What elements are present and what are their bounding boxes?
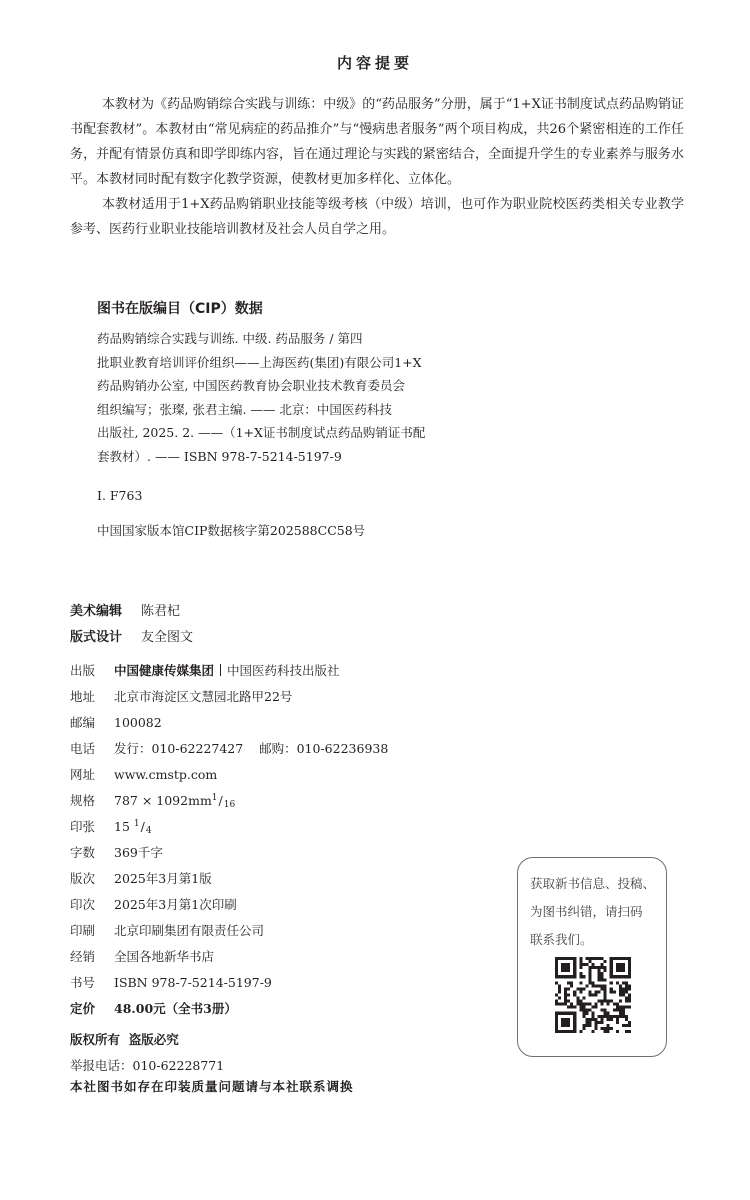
quality-notice: 本社图书如存在印装质量问题请与本社联系调换 <box>70 1079 354 1094</box>
qr-caption-line: 获取新书信息、投稿、 <box>530 876 656 891</box>
info-label: 书号 <box>70 975 96 990</box>
info-value: 发行：010-62227427 邮购：010-62236938 <box>114 741 389 756</box>
info-label: 印刷 <box>70 923 96 938</box>
cip-line: 药品购销办公室, 中国医药教育协会职业技术教育委员会 <box>97 378 405 393</box>
publication-info <box>70 661 490 1025</box>
info-value: 2025年3月第1次印刷 <box>114 897 237 912</box>
qr-caption-line: 联系我们。 <box>530 932 593 947</box>
info-label: 地址 <box>70 689 96 704</box>
credit-layout-design <box>70 626 193 645</box>
cip-line: 组织编写；张璨, 张君主编. —— 北京：中国医药科技 <box>97 401 392 417</box>
qr-caption <box>530 870 660 954</box>
info-label: 出版 <box>70 663 96 678</box>
sheets-count: 15 <box>114 819 130 834</box>
info-label: 网址 <box>70 767 96 782</box>
info-label: 版次 <box>70 871 96 886</box>
qr-caption-line: 为图书纠错，请扫码 <box>530 904 643 919</box>
info-row-printing <box>70 895 490 921</box>
cip-classification: Ⅰ. F763 <box>97 488 143 503</box>
divider <box>220 664 221 676</box>
copyright-notice: 版权所有 盗版必究 <box>70 1032 179 1047</box>
format-size: 787 × 1092mm <box>114 793 212 808</box>
report-phone: 举报电话：010-62228771 <box>70 1058 225 1073</box>
credit-value: 友全图文 <box>141 630 194 645</box>
fraction-numerator: 1 <box>133 819 140 829</box>
publisher-group: 中国健康传媒集团 <box>114 663 215 678</box>
info-value: 48.00元（全书3册） <box>114 1001 237 1016</box>
credit-label: 美术编辑 <box>70 604 123 619</box>
info-label: 字数 <box>70 845 96 860</box>
info-value: 100082 <box>114 715 162 730</box>
info-value: 北京市海淀区文慧园北路甲22号 <box>114 689 293 704</box>
credit-art-editor <box>70 600 180 619</box>
publisher-name: 中国医药科技出版社 <box>227 663 340 678</box>
info-value: 15 $^1/_4$ <box>114 819 152 836</box>
info-label: 定价 <box>70 1001 96 1016</box>
fraction-denominator: 4 <box>145 826 152 836</box>
info-row-distributor <box>70 947 490 973</box>
fraction-numerator: 1 <box>211 793 218 803</box>
info-value: ISBN 978-7-5214-5197-9 <box>114 975 272 990</box>
cip-line: 药品购销综合实践与训练. 中级. 药品服务 / 第四 <box>97 331 363 346</box>
info-value: 369千字 <box>114 845 163 860</box>
cip-verification: 中国国家版本馆CIP数据核字第202588CC58号 <box>97 523 366 538</box>
qr-modules <box>555 957 631 1033</box>
page-title: 内容提要 <box>336 54 413 72</box>
info-label: 电话 <box>70 741 96 756</box>
info-row-format <box>70 791 490 817</box>
qr-code-icon[interactable] <box>555 957 631 1033</box>
info-row-website <box>70 765 490 791</box>
info-row-words <box>70 843 490 869</box>
cip-heading: 图书在版编目（CIP）数据 <box>97 301 263 317</box>
cip-record <box>97 327 426 468</box>
credit-label: 版式设计 <box>70 630 123 645</box>
info-value: 2025年3月第1版 <box>114 871 212 886</box>
intro-paragraph: 本教材适用于1+X药品购销职业技能等级考核（中级）培训，也可作为职业院校医药类相关专业教学参考、医药行业职业技能培训教材及社会人员自学之用。 <box>70 197 684 237</box>
info-label: 规格 <box>70 793 96 808</box>
info-value: 北京印刷集团有限责任公司 <box>114 923 265 938</box>
info-value: $787 \times 1092mm^1/_{16}$ <box>114 793 236 810</box>
info-row-sheets <box>70 817 490 843</box>
credit-value: 陈君杞 <box>141 604 181 619</box>
info-row-publisher <box>70 661 490 687</box>
intro-section <box>70 92 684 242</box>
info-row-isbn <box>70 973 490 999</box>
info-label: 经销 <box>70 949 96 964</box>
intro-paragraph: 本教材为《药品购销综合实践与训练：中级》的“药品服务”分册，属于“1+X证书制度试点药品购销证书配套教材”。本教材由“常见病症的药品推介”与“慢病患者服务”两个项目构成，共26个紧密相连的工作任务，并配有情景仿真和即学即练内容，旨在通过理论与实践的紧密结合，全面提升学生的专业素养与服务水平。本教材同时配有数字化教学资源，使教材更加多样化、立体化。 <box>70 97 684 187</box>
info-row-edition <box>70 869 490 895</box>
info-row-phone <box>70 739 490 765</box>
info-row-postcode <box>70 713 490 739</box>
info-row-price <box>70 999 490 1025</box>
cip-line: 批职业教育培训评价组织——上海医药(集团)有限公司1+X <box>97 354 422 370</box>
info-label: 印张 <box>70 819 96 834</box>
info-label: 邮编 <box>70 715 96 730</box>
cip-line: 出版社, 2025. 2. ——（1+X证书制度试点药品购销证书配 <box>97 425 426 440</box>
info-value: www.cmstp.com <box>114 767 218 782</box>
info-value: 全国各地新华书店 <box>114 949 215 964</box>
info-row-printer <box>70 921 490 947</box>
info-row-address <box>70 687 490 713</box>
info-label: 印次 <box>70 897 96 912</box>
cip-line: 套教材）. —— ISBN 978-7-5214-5197-9 <box>97 448 342 464</box>
fraction-denominator: 16 <box>223 800 236 810</box>
